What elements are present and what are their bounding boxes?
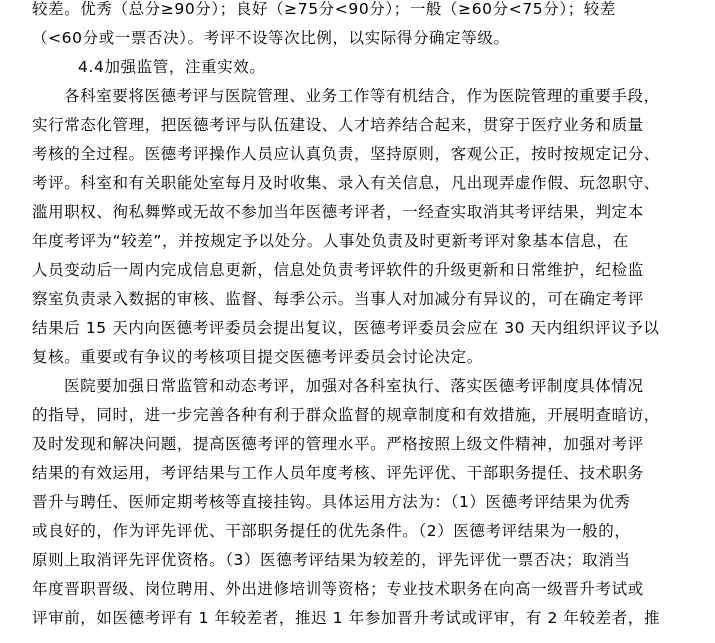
text-line: 复核。重要或有争议的考核项目提交医德考评委员会讨论决定。: [32, 348, 483, 366]
text-line: 评审前，如医德考评有 1 年较差者，推迟 1 年参加晋升考试或评审，有 2 年较差者，推: [32, 609, 661, 627]
text-line: 及时发现和解决问题，提高医德考评的管理水平。严格按照上级文件精神，加强对考评: [32, 435, 644, 453]
text-line: 结果的有效运用，考评结果与工作人员年度考核、评先评优、干部职务提任、技术职务: [32, 464, 644, 482]
text-line: 晋升与聘任、医师定期考核等直接挂钩。具体运用方法为：（1）医德考评结果为优秀: [32, 493, 631, 511]
text-line: 较差。优秀（总分≥90分）；良好（≥75分<90分）；一般（≥60分<75分）；较差: [32, 0, 617, 18]
text-line: （<60分或一票否决）。考评不设等次比例，以实际得分确定等级。: [32, 29, 510, 47]
text-line: 考评。科室和有关职能处室每月及时收集、录入有关信息，凡出现弄虚作假、玩忽职守、: [32, 174, 660, 192]
text-line: 结果后 15 天内向医德考评委员会提出复议，医德考评委员会应在 30 天内组织评议予以: [32, 319, 660, 337]
text-line: 滥用职权、徇私舞弊或无故不参加当年医德考评者，一经查实取消其考评结果，判定本: [32, 203, 644, 221]
paragraph-first-line: 各科室要将医德考评与医院管理、业务工作等有机结合，作为医院管理的重要手段，: [64, 87, 660, 105]
text-line: 实行常态化管理，把医德考评与队伍建设、人才培养结合起来，贯穿于医疗业务和质量: [32, 116, 644, 134]
text-line: 年度晋职晋级、岗位聘用、外出进修培训等资格；专业技术职务在向高一级晋升考试或: [32, 580, 644, 598]
text-line: 考核的全过程。医德考评操作人员应认真负责，坚持原则，客观公正，按时按规定记分、: [32, 145, 660, 163]
text-line: 年度考评为“较差”，并按规定予以处分。人事处负责及时更新考评对象基本信息，在: [32, 232, 629, 250]
text-line: 察室负责录入数据的审核、监督、每季公示。当事人对加减分有异议的，可在确定考评: [32, 290, 644, 308]
text-line: 人员变动后一周内完成信息更新，信息处负责考评软件的升级更新和日常维护，纪检监: [32, 261, 644, 279]
paragraph-first-line: 医院要加强日常监管和动态考评，加强对各科室执行、落实医德考评制度具体情况: [64, 377, 644, 395]
text-line: 原则上取消评先评优资格。（3）医德考评结果为较差的，评先评优一票否决；取消当: [32, 551, 631, 569]
text-line: 或良好的，作为评先评优、干部职务提任的优先条件。（2）医德考评结果为一般的，: [32, 522, 631, 540]
text-line: 的指导，同时，进一步完善各种有利于群众监督的规章制度和有效措施，开展明查暗访，: [32, 406, 660, 424]
section-heading: 4.4加强监管，注重实效。: [78, 58, 266, 76]
